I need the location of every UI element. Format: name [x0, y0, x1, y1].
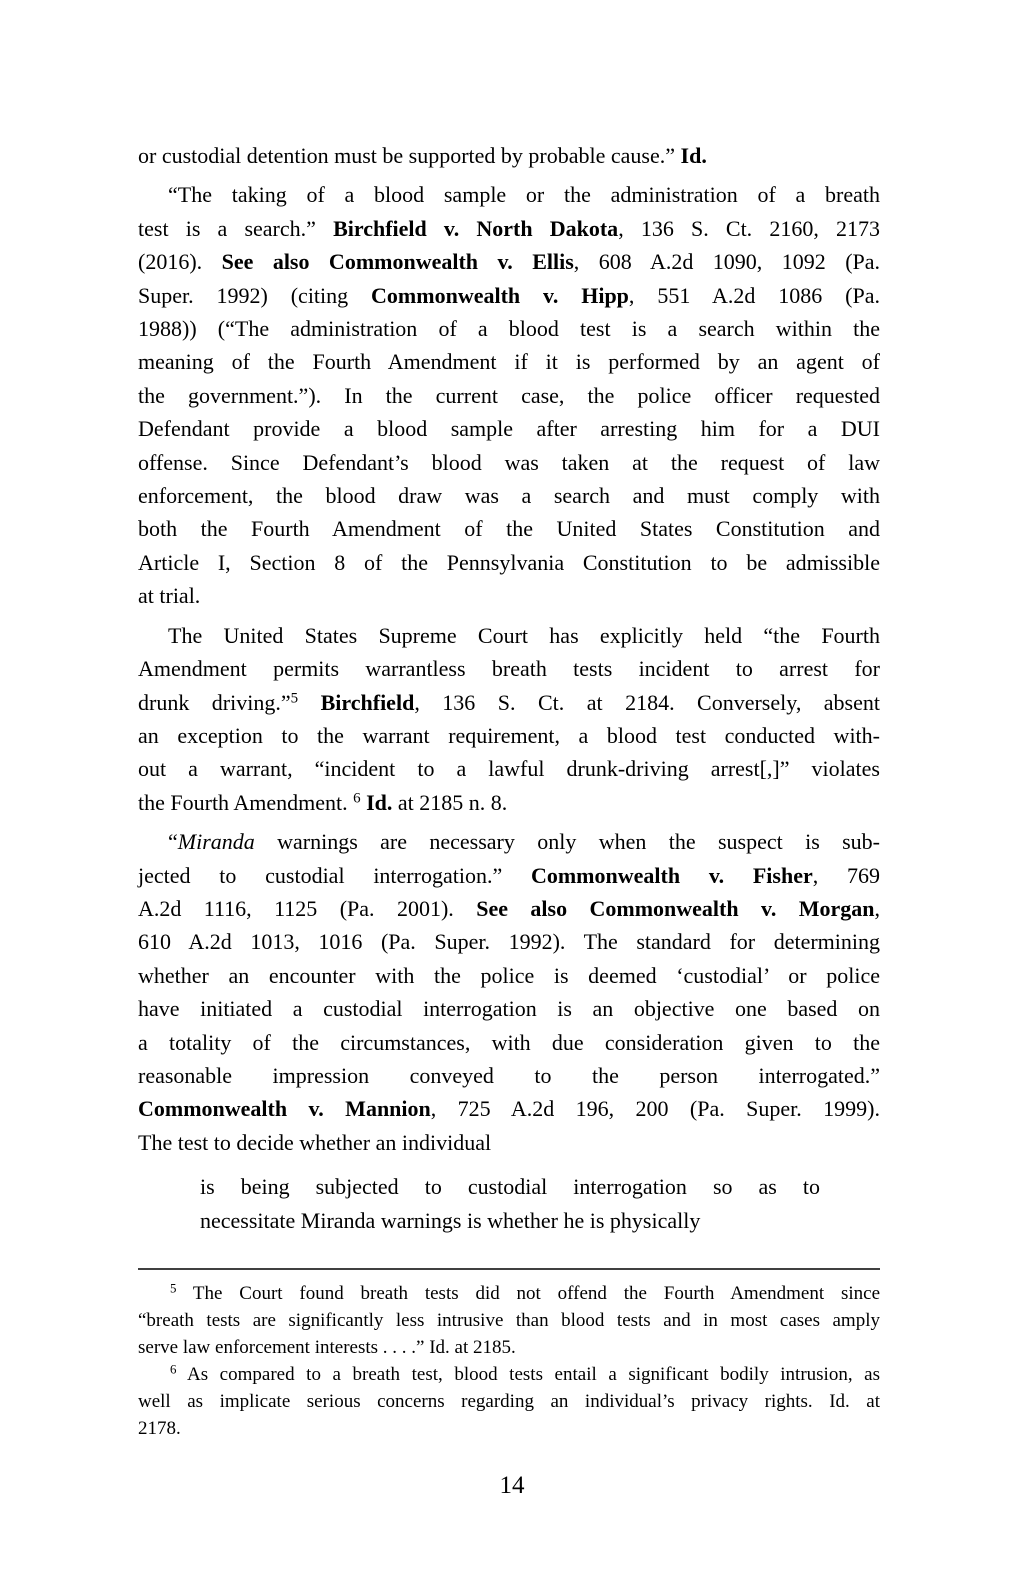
text-line	[138, 686, 880, 719]
text-segment: “breath tests are significantly less intrusive than blood tests and in most cases amply	[138, 1310, 880, 1331]
text-segment: serve law enforcement interests . . . .” Id. at 2185.	[138, 1337, 516, 1358]
text-line	[138, 479, 880, 512]
paragraph	[138, 139, 880, 172]
text-segment: Defendant provide a blood sample after arresting him for a DUI	[138, 416, 880, 442]
text-segment: drunk driving.”	[138, 689, 291, 715]
text-segment: See also Commonwealth v. Morgan	[476, 895, 875, 921]
text-segment: necessitate Miranda warnings is whether he is physically	[200, 1207, 701, 1233]
text-segment: Id.	[680, 143, 707, 168]
text-line	[200, 1170, 820, 1203]
text-segment: jected to custodial interrogation.”	[138, 862, 531, 888]
text-segment: , 725 A.2d 196, 200 (Pa. Super. 1999).	[430, 1096, 880, 1122]
footnote	[138, 1280, 880, 1361]
text-line	[138, 752, 880, 785]
text-segment: Birchfield	[320, 689, 415, 715]
text-line	[138, 345, 880, 378]
text-segment: offense. Since Defendant’s blood was taken at the request of law	[138, 449, 880, 475]
text-line	[138, 992, 880, 1025]
text-line	[138, 1334, 880, 1361]
text-segment: a totality of the circumstances, with due consideration given to the	[138, 1029, 880, 1055]
text-segment: , 769	[812, 862, 881, 888]
text-segment: 610 A.2d 1013, 1016 (Pa. Super. 1992). The standard for determining	[138, 929, 880, 955]
text-line	[138, 279, 880, 312]
text-segment: Commonwealth v. Mannion	[138, 1096, 431, 1122]
footnote-list	[138, 1280, 880, 1442]
footnote-separator	[138, 1268, 880, 1270]
text-segment: at 2185 n. 8.	[392, 789, 508, 815]
text-segment: 1988)) (“The administration of a blood test is a search within the	[138, 316, 880, 342]
text-segment: The test to decide whether an individual	[138, 1129, 492, 1155]
text-line	[138, 1415, 880, 1442]
text-segment: Article I, Section 8 of the Pennsylvania Constitution to be admissible	[138, 549, 880, 575]
text-segment: , 136 S. Ct. 2160, 2173	[618, 215, 880, 241]
text-line	[138, 1059, 880, 1092]
text-line	[138, 512, 880, 545]
text-segment: , 551 A.2d 1086 (Pa.	[628, 282, 880, 308]
footnote-marker: 6	[170, 1361, 177, 1377]
footnote-marker: 5	[170, 1280, 177, 1296]
footnote	[138, 1361, 880, 1442]
text-line	[138, 719, 880, 752]
paragraph	[138, 619, 880, 819]
text-segment: test is a search.”	[138, 215, 334, 241]
text-segment: at trial.	[138, 583, 201, 609]
text-segment: enforcement, the blood draw was a search and must comply with	[138, 483, 880, 509]
text-line	[200, 1204, 820, 1237]
text-segment	[298, 690, 320, 715]
page-number: 14	[499, 1472, 525, 1499]
text-line	[138, 786, 880, 819]
text-segment: meaning of the Fourth Amendment if it is performed by an agent of	[138, 349, 880, 375]
text-segment: 2178.	[138, 1418, 181, 1439]
text-segment: The Court found breath tests did not offend the Fourth Amendment since	[176, 1283, 880, 1304]
text-segment: , 136 S. Ct. at 2184. Conversely, absent	[414, 689, 880, 715]
text-segment: well as implicate serious concerns regarding an individual’s privacy rights. Id. at	[138, 1391, 880, 1412]
text-segment: reasonable impression conveyed to the person interrogated.”	[138, 1062, 880, 1088]
text-line	[138, 1280, 880, 1307]
text-line	[138, 1388, 880, 1415]
text-line	[138, 412, 880, 445]
text-segment: Commonwealth v. Fisher	[530, 862, 813, 888]
text-segment: Id.	[366, 789, 393, 815]
text-segment: (2016).	[138, 249, 222, 275]
text-segment: A.2d 1116, 1125 (Pa. 2001).	[138, 895, 477, 921]
text-segment: Birchfield v. North Dakota	[333, 215, 619, 241]
text-segment: have initiated a custodial interrogation is an objective one based on	[138, 996, 880, 1022]
text-segment: Miranda	[177, 829, 255, 855]
footnotes	[138, 1268, 880, 1442]
text-line	[138, 925, 880, 958]
text-segment: the Fourth Amendment.	[138, 789, 354, 815]
text-segment: an exception to the warrant requirement, a blood test conducted with-	[138, 722, 880, 748]
text-line	[138, 446, 880, 479]
text-segment: Commonwealth v. Hipp	[371, 282, 629, 308]
text-segment: Super. 1992) (citing	[138, 282, 372, 308]
text-segment: the government.”). In the current case, the police officer requested	[138, 382, 880, 408]
text-line	[138, 1026, 880, 1059]
text-segment: As compared to a breath test, blood tests entail a significant bodily intrusion, as	[176, 1364, 880, 1385]
text-segment: whether an encounter with the police is deemed ‘custodial’ or police	[138, 962, 880, 988]
text-segment: “	[168, 829, 178, 855]
text-line	[138, 379, 880, 412]
text-line	[138, 859, 880, 892]
paragraph	[138, 178, 880, 612]
text-line	[138, 178, 880, 211]
text-segment: warnings are necessary only when the suspect is sub-	[254, 829, 880, 855]
footnote-marker: 6	[353, 790, 361, 807]
text-segment: ,	[874, 895, 881, 921]
text-line	[138, 546, 880, 579]
text-segment: The United States Supreme Court has explicitly held “the Fourth	[168, 622, 880, 648]
text-line	[138, 892, 880, 925]
text-line	[138, 619, 880, 652]
text-line	[138, 1307, 880, 1334]
footnote-marker: 5	[290, 690, 299, 707]
text-line	[138, 652, 880, 685]
text-line	[138, 1126, 880, 1159]
text-line	[138, 212, 880, 245]
text-line	[138, 245, 880, 278]
text-line	[138, 1092, 880, 1125]
text-segment: both the Fourth Amendment of the United States Constitution and	[138, 516, 880, 542]
paragraph	[138, 825, 880, 1159]
text-segment: is being subjected to custodial interrogation so as to	[200, 1174, 820, 1200]
text-segment: See also Commonwealth v. Ellis	[221, 249, 574, 275]
main-text	[138, 139, 880, 1237]
text-segment: or custodial detention must be supported by probable cause.”	[138, 143, 681, 168]
text-line	[138, 959, 880, 992]
block-quote	[200, 1170, 820, 1237]
text-line	[138, 825, 880, 858]
text-line	[138, 1361, 880, 1388]
text-segment: “The taking of a blood sample or the administration of a breath	[168, 182, 880, 208]
text-line	[138, 312, 880, 345]
text-segment: out a warrant, “incident to a lawful drunk-driving arrest[,]” violates	[138, 756, 880, 782]
text-segment: Amendment permits warrantless breath tests incident to arrest for	[138, 656, 880, 682]
text-segment: , 608 A.2d 1090, 1092 (Pa.	[573, 249, 881, 275]
text-line	[138, 139, 880, 172]
text-line	[138, 579, 880, 612]
